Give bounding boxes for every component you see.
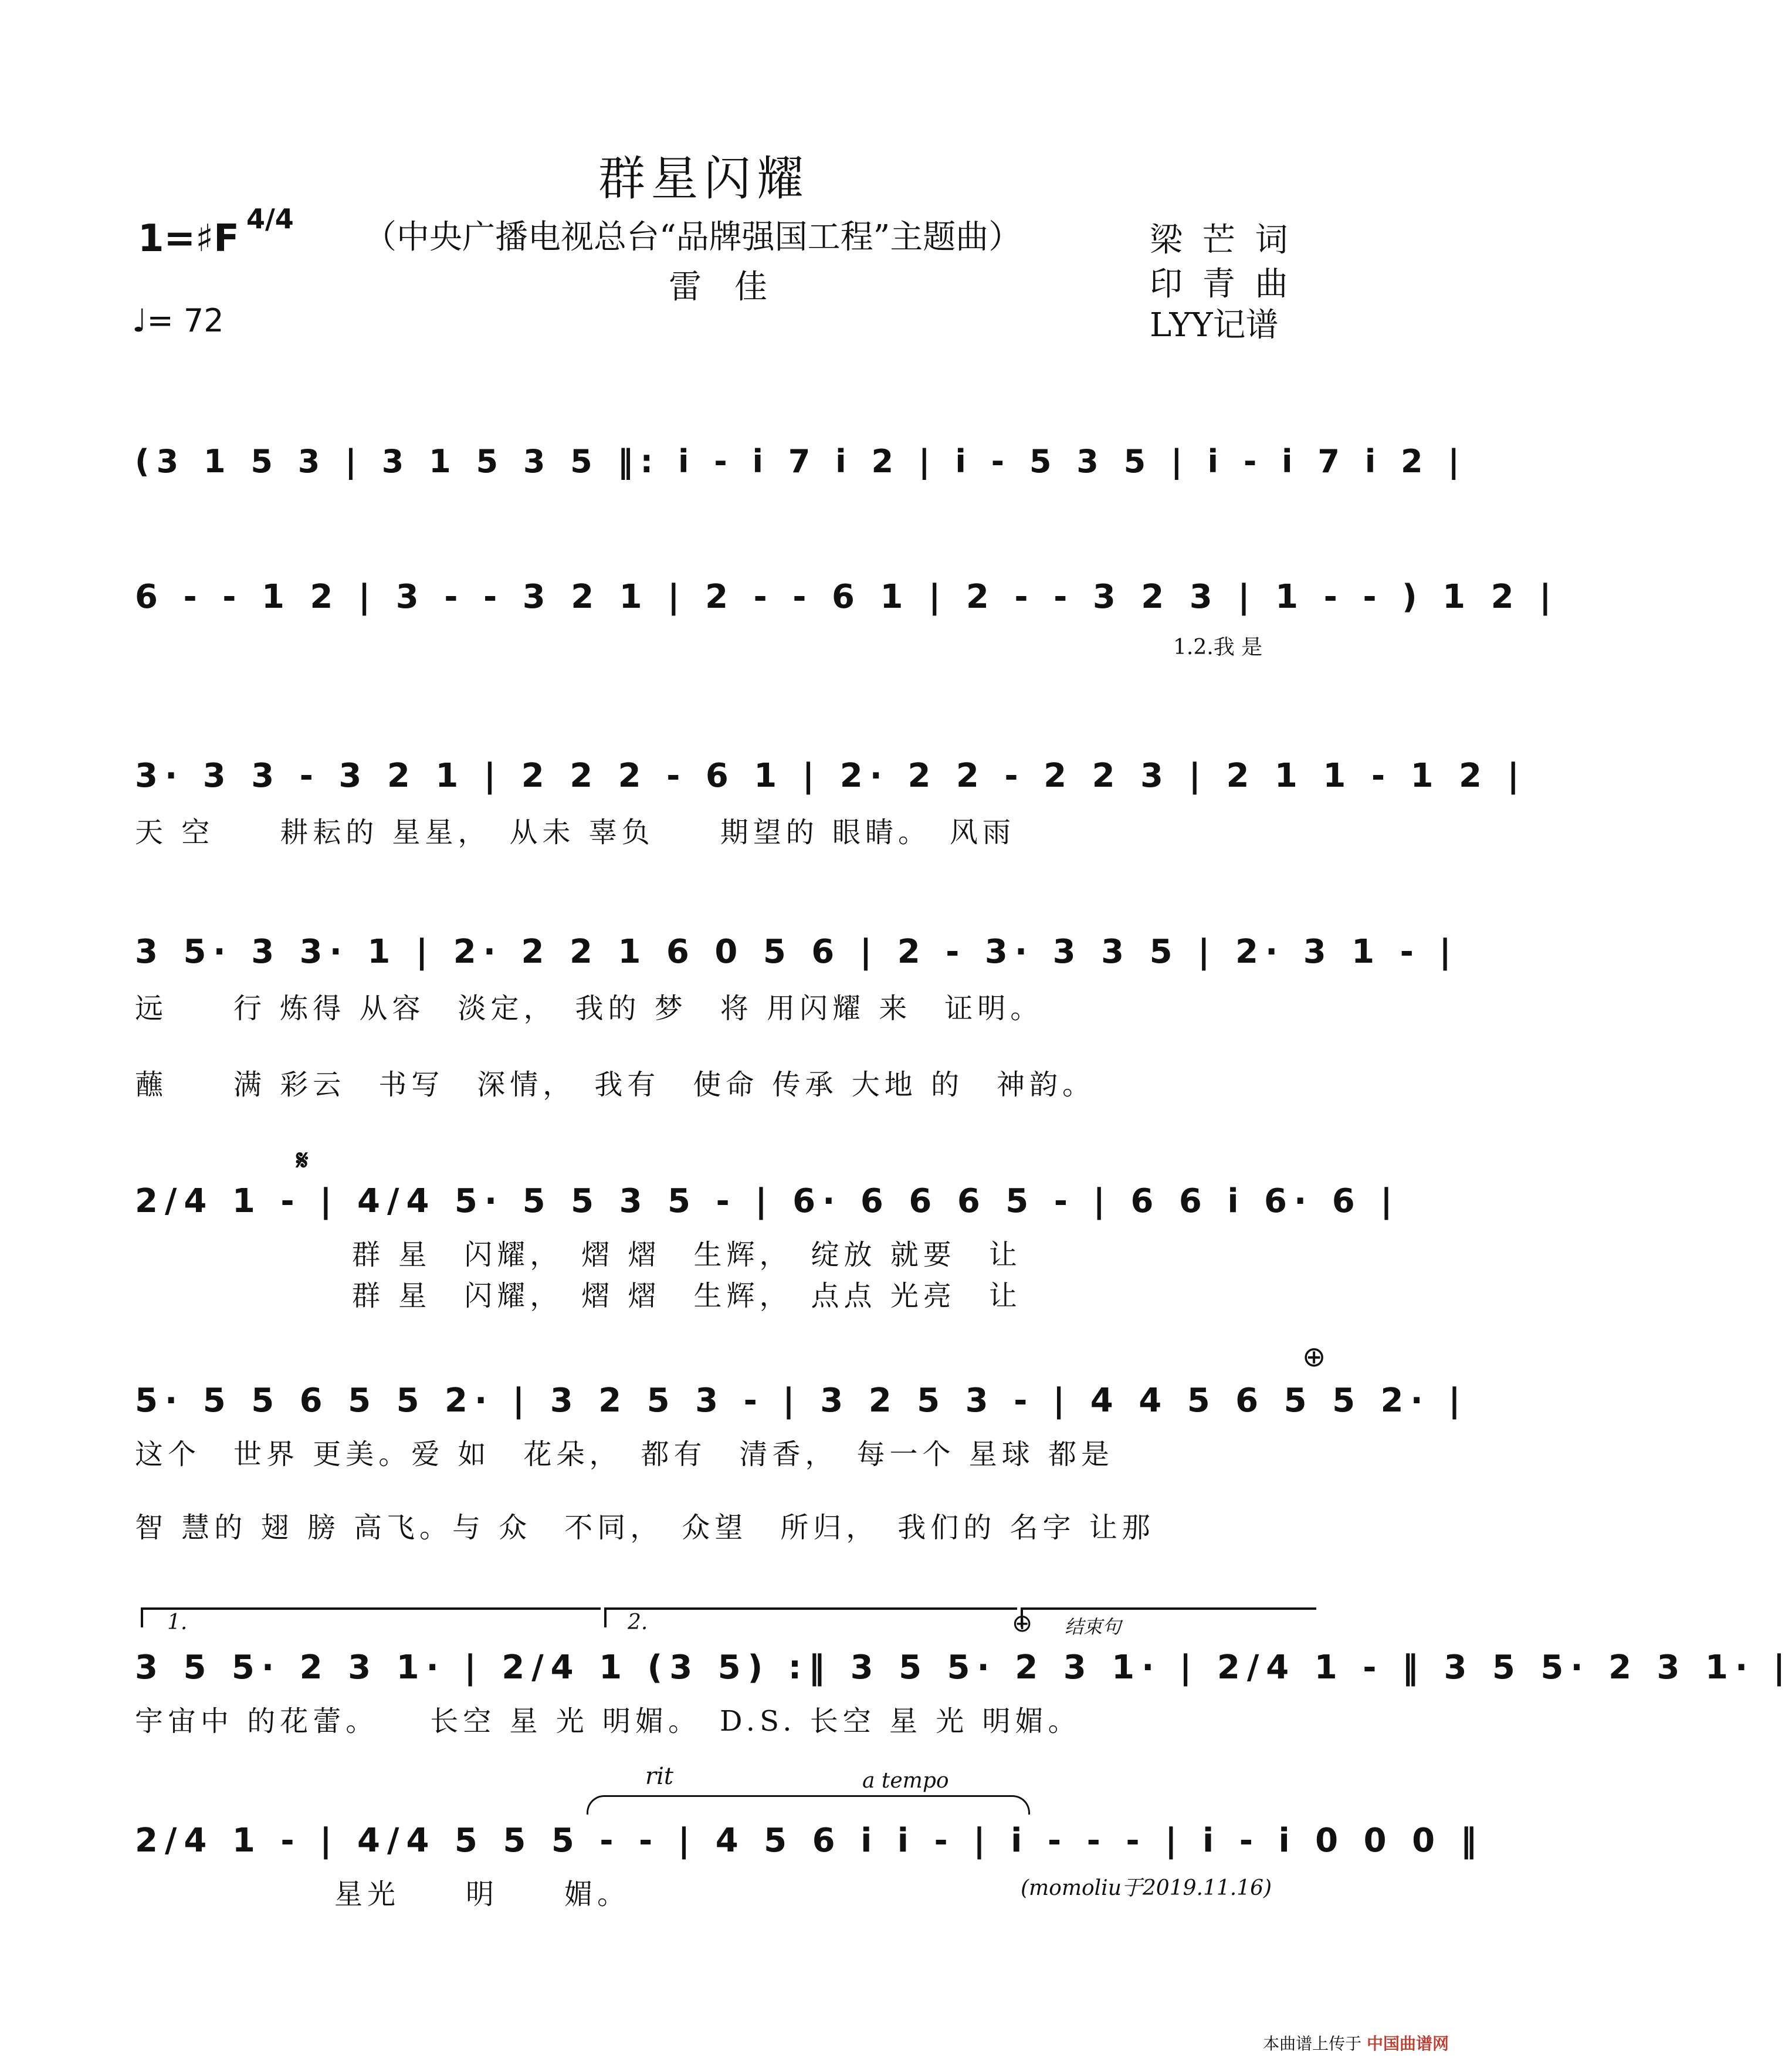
transcriber: LYY记谱 <box>1150 306 1279 344</box>
coda-sign-icon: ⊕ <box>1012 1609 1033 1637</box>
volta-2-label: 2. <box>628 1610 648 1634</box>
notation-system-8: 2/4 1 - | 4/4 5 5 5 - - | 4 5 6 i i - | i - - - | i - i 0 0 0 ‖ <box>135 1822 1484 1860</box>
site-brand-logo[interactable]: 中国曲谱网 <box>1366 2034 1449 2053</box>
transcriber-credit: (momoliu于2019.11.16) <box>1021 1876 1272 1900</box>
lyrics-system-4-verse-2: 蘸 满 彩云 书写 深情， 我有 使命 传承 大地 的 神韵。 <box>135 1068 1096 1101</box>
singer: 雷 佳 <box>669 268 767 306</box>
page-title: 群星闪耀 <box>598 151 809 206</box>
lyrics-system-3: 天 空 耕耘的 星星， 从未 辜负 期望的 眼睛。 风雨 <box>135 816 1016 849</box>
volta-bracket-2 <box>604 1607 1017 1627</box>
time-signature-text: 4/4 <box>246 203 294 235</box>
coda-sign-icon: ⊕ <box>1302 1341 1326 1373</box>
volta-1-label: 1. <box>167 1610 188 1634</box>
time-signature <box>246 203 294 235</box>
volta-bracket-1 <box>141 1607 601 1627</box>
notation-system-5: 2/4 1 - | 4/4 5· 5 5 3 5 - | 6· 6 6 6 5 - | 6 6 i 6· 6 | <box>135 1182 1400 1220</box>
coda-label: 结束句 <box>1065 1616 1122 1638</box>
a-tempo-mark: a tempo <box>862 1769 949 1793</box>
lyrics-system-5-verse-2: 群 星 闪耀， 熠 熠 生辉， 点点 光亮 让 <box>352 1280 1022 1312</box>
notation-system-2: 6 - - 1 2 | 3 - - 3 2 1 | 2 - - 6 1 | 2 - - 3 2 3 | 1 - - ) 1 2 | <box>135 578 1559 616</box>
subtitle: （中央广播电视总台“品牌强国工程”主题曲） <box>364 218 1022 256</box>
lyrics-system-6-verse-2: 智 慧的 翅 膀 高飞。与 众 不同， 众望 所归， 我们的 名字 让那 <box>135 1511 1155 1544</box>
upload-footer-text: 本曲谱上传于 <box>1263 2034 1362 2053</box>
slur-rit <box>587 1795 1030 1815</box>
notation-system-1: (3 1 5 3 | 3 1 5 3 5 ‖: i - i 7 i 2 | i - 5 3 5 | i - i 7 i 2 | <box>135 443 1467 480</box>
lyrics-system-8: 星光 明 媚。 <box>334 1878 631 1911</box>
notation-system-6: 5· 5 5 6 5 5 2· | 3 2 5 3 - | 3 2 5 3 - | 4 4 5 6 5 5 2· | <box>135 1382 1468 1420</box>
lyrics-system-4-verse-1: 远 行 炼得 从容 淡定， 我的 梦 将 用闪耀 来 证明。 <box>135 992 1044 1025</box>
notation-system-3: 3· 3 3 - 3 2 1 | 2 2 2 - 6 1 | 2· 2 2 - 2 2 3 | 2 1 1 - 1 2 | <box>135 757 1526 795</box>
lyrics-system-7: 宇宙中 的花蕾。 长空 星 光 明媚。 D.S. 长空 星 光 明媚。 <box>135 1705 1081 1738</box>
lyrics-system-6-verse-1: 这个 世界 更美。爱 如 花朵， 都有 清香， 每一个 星球 都是 <box>135 1438 1115 1471</box>
key-signature: 1=♯F <box>138 217 239 260</box>
segno-sign: 𝄋 <box>296 1144 309 1177</box>
lyrics-system-2: 1.2.我 是 <box>1173 635 1263 659</box>
notation-system-7: 3 5 5· 2 3 1· | 2/4 1 (3 5) :‖ 3 5 5· 2 3 1· | 2/4 1 - ‖ 3 5 5· 2 3 1· | <box>135 1649 1792 1687</box>
notation-system-4: 3 5· 3 3· 1 | 2· 2 2 1 6 0 5 6 | 2 - 3· 3 3 5 | 2· 3 1 - | <box>135 933 1458 971</box>
tempo-mark: ♩= 72 <box>132 302 224 339</box>
rit-mark: rit <box>645 1763 673 1790</box>
composer: 印 青 曲 <box>1150 265 1293 303</box>
upload-footer <box>1257 2027 1455 2058</box>
lyricist: 梁 芒 词 <box>1150 221 1293 259</box>
lyrics-system-5-verse-1: 群 星 闪耀， 熠 熠 生辉， 绽放 就要 让 <box>352 1238 1022 1271</box>
